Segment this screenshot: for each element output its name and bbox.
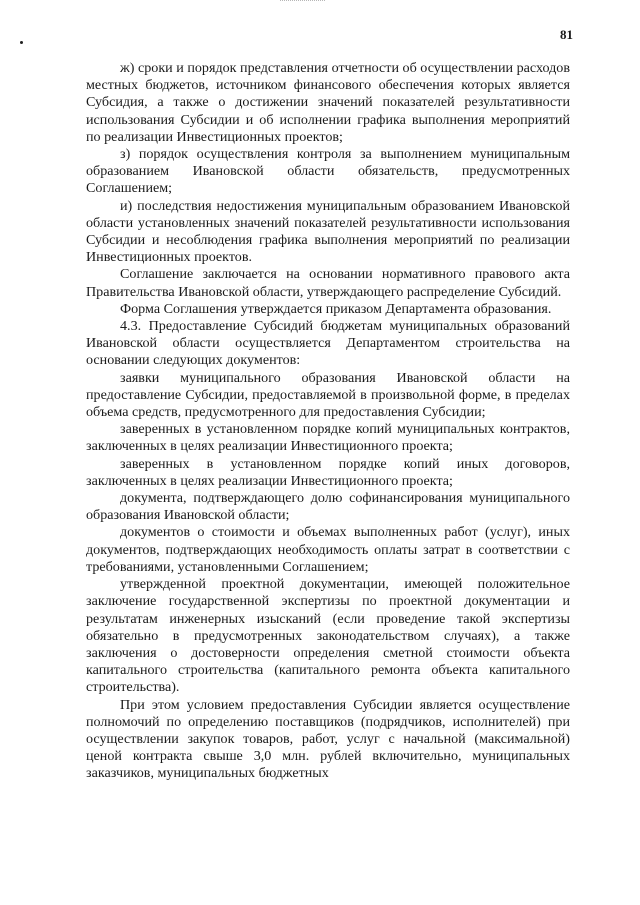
- paragraph: документа, подтверждающего долю софинансирования муниципального образования Ивановской области;: [86, 490, 570, 524]
- margin-mark: [20, 41, 23, 44]
- scan-artifact: [280, 0, 325, 13]
- page-number: 81: [560, 27, 573, 42]
- paragraph: з) порядок осуществления контроля за выполнением муниципальным образованием Ивановской области обязательств, предусмотренных Соглашением;: [86, 146, 570, 197]
- paragraph: При этом условием предоставления Субсидии является осуществление полномочий по определению поставщиков (подрядчиков, исполнителей) при осуществлении закупок товаров, работ, услуг с начальной (максимальной) ценой контракта свыше 3,0 млн. рублей включительно, муниципальных заказчиков, муниципальных бюджетных: [86, 696, 570, 782]
- paragraph: и) последствия недостижения муниципальным образованием Ивановской области установленных значений показателей результативности использования Субсидии и несоблюдения графика выполнения мероприятий по реализации Инвестиционных проектов.: [86, 197, 570, 266]
- paragraph: заверенных в установленном порядке копий иных договоров, заключенных в целях реализации Инвестиционного проекта;: [86, 455, 570, 489]
- paragraph: Соглашение заключается на основании нормативного правового акта Правительства Ивановской области, утверждающего распределение Субсидий.: [86, 266, 570, 300]
- paragraph: заверенных в установленном порядке копий муниципальных контрактов, заключенных в целях реализации Инвестиционного проекта;: [86, 421, 570, 455]
- document-body: [86, 60, 570, 783]
- paragraph: заявки муниципального образования Ивановской области на предоставление Субсидии, предоставляемой в произвольной форме, в пределах объема средств, предусмотренного для предоставления Субсидии;: [86, 369, 570, 421]
- paragraph: Форма Соглашения утверждается приказом Департамента образования.: [120, 300, 552, 317]
- paragraph: документов о стоимости и объемах выполненных работ (услуг), иных документов, подтверждающих необходимость оплаты затрат в соответствии с требованиями, установленными Соглашением;: [86, 524, 570, 575]
- paragraph: утвержденной проектной документации, имеющей положительное заключение государственной экспертизы по проектной документации и результатам инженерных изысканий (если проведение такой экспертизы обязательно в предусмотренных законодательством случаях), а также заключения о достоверности определения сметной стоимости объекта капитального строительства (капитального ремонта объекта капитального строительства).: [86, 576, 570, 696]
- paragraph: ж) сроки и порядок представления отчетности об осуществлении расходов местных бюджетов, источником финансового обеспечения которых является Субсидия, а также о достижении значений показателей результативности использования Субсидии и об исполнении графика выполнения мероприятий по реализации Инвестиционных проектов;: [86, 60, 570, 145]
- paragraph: 4.3. Предоставление Субсидий бюджетам муниципальных образований Ивановской области осуществляется Департаментом строительства на основании следующих документов:: [86, 318, 570, 369]
